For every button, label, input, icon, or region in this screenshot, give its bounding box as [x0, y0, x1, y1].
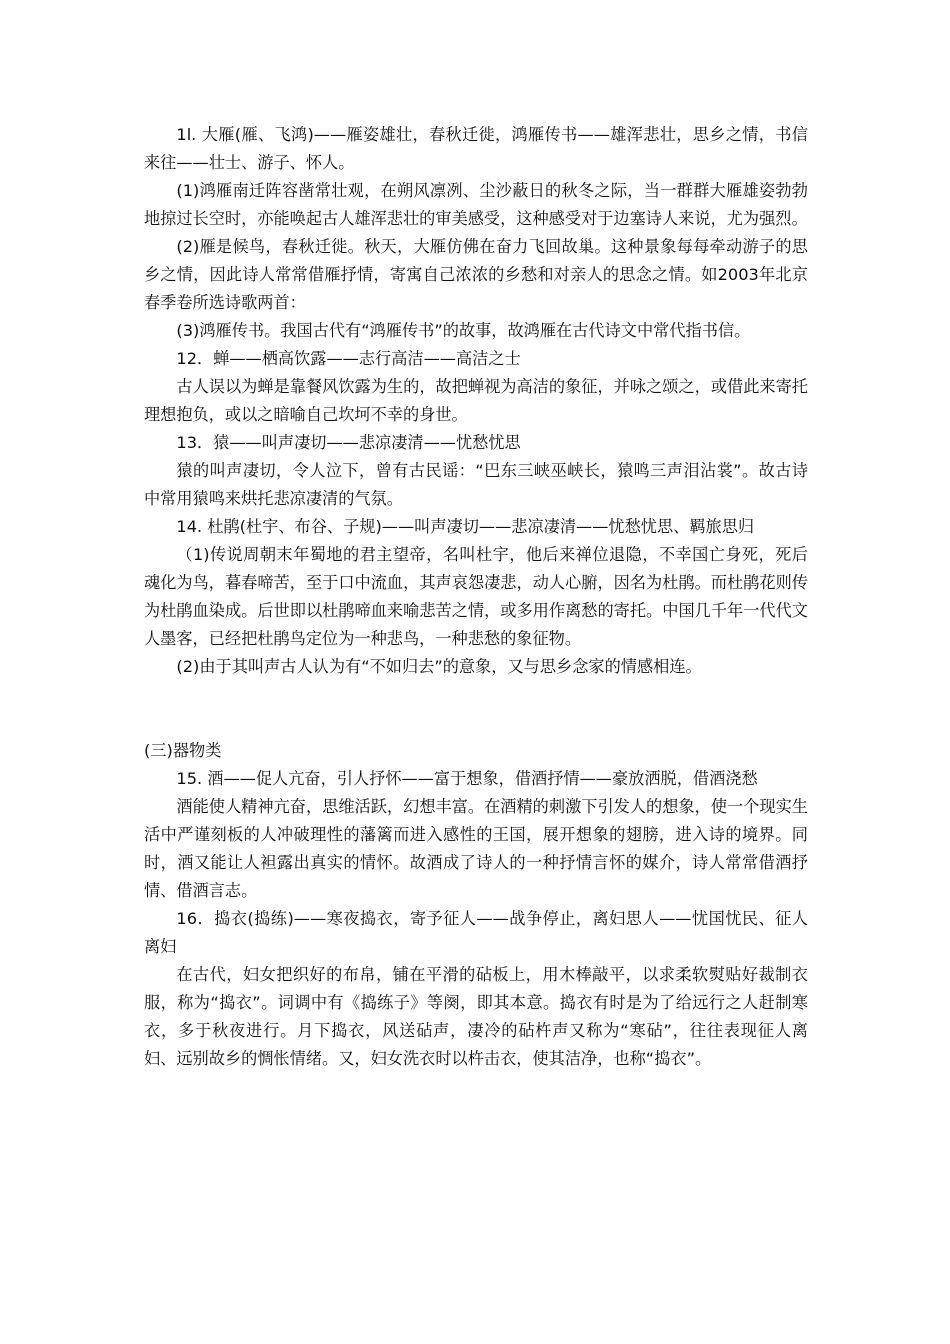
paragraph-wild-goose-1: (1)鸿雁南迁阵容凿常壮观，在朔风凛冽、尘沙蔽日的秋冬之际，当一群群大雁雄姿勃勃地掠过长空时，亦能唤起古人雄浑悲壮的审美感受，这种感受对于边塞诗人来说，尤为强烈。 [144, 181, 808, 228]
document-page [144, 121, 808, 1073]
paragraph-cuckoo-1: （1)传说周朝末年蜀地的君主望帝，名叫杜宇，他后来禅位退隐，不幸国亡身死，死后魂化为鸟，暮春啼苦，至于口中流血，其声哀怨凄悲，动人心腑，因名为杜鹃。而杜鹃花则传为杜鹃血染成。后世即以杜鹃啼血来喻悲苦之情，或多用作离愁的寄托。中国几千年一代代文人墨客，已经把杜鹃鸟定位为一种悲鸟，一种悲愁的象征物。 [144, 545, 808, 648]
paragraph-wild-goose-3: (3)鸿雁传书。我国古代有“鸿雁传书”的故事，故鸿雁在古代诗文中常代指书信。 [176, 321, 751, 340]
paragraph-cuckoo-heading: 14. 杜鹃(杜宇、布谷、子规)——叫声凄切——悲凉凄清——忧愁忧思、羁旅思归 [176, 517, 755, 536]
paragraph-ape-body: 猿的叫声凄切，令人泣下，曾有古民谣：“巴东三峡巫峡长，猿鸣三声泪沾裳”。故古诗中常用猿鸣来烘托悲凉凄清的气氛。 [144, 461, 808, 508]
section-heading: (三)器物类 [144, 741, 222, 760]
paragraph-cicada-body: 古人误以为蝉是靠餐风饮露为生的，故把蝉视为高洁的象征，并咏之颂之，或借此来寄托理想抱负，或以之暗喻自己坎坷不幸的身世。 [144, 377, 808, 424]
paragraph-ape-heading: 13．猿——叫声凄切——悲凉凄清——忧愁忧思 [176, 433, 521, 452]
paragraph-pounding-clothes-heading: 16．捣衣(捣练)——寒夜捣衣，寄予征人——战争停止，离妇思人——忧国忧民、征人离妇 [144, 909, 808, 956]
section-spacer [144, 681, 808, 737]
paragraph-wine-body: 酒能使人精神亢奋，思维活跃，幻想丰富。在酒精的刺激下引发人的想象，使一个现实生活中严谨刻板的人冲破理性的藩篱而进入感性的王国，展开想象的翅膀，进入诗的境界。同时，酒又能让人袒露出真实的情怀。故酒成了诗人的一种抒情言怀的媒介，诗人常常借酒抒情、借酒言志。 [144, 797, 808, 900]
paragraph-cicada-heading: 12．蝉——栖高饮露——志行高洁——高洁之士 [176, 349, 521, 368]
paragraph-cuckoo-2: (2)由于其叫声古人认为有“不如归去”的意象，又与思乡念家的情感相连。 [176, 657, 702, 676]
paragraph-wine-heading: 15. 酒——促人亢奋，引人抒怀——富于想象，借酒抒情——豪放洒脱，借酒浇愁 [176, 769, 758, 788]
paragraph-wild-goose-heading: 1l. 大雁(雁、飞鸿)——雁姿雄壮，春秋迁徙，鸿雁传书——雄浑悲壮，思乡之情，书信来往——壮士、游子、怀人。 [144, 125, 808, 172]
paragraph-wild-goose-2: (2)雁是候鸟，春秋迁徙。秋天，大雁仿佛在奋力飞回故巢。这种景象每每牵动游子的思乡之情，因此诗人常常借雁抒情，寄寓自己浓浓的乡愁和对亲人的思念之情。如2003年北京春季卷所选诗歌两首： [144, 237, 808, 312]
paragraph-pounding-clothes-body: 在古代，妇女把织好的布帛，铺在平滑的砧板上，用木棒敲平，以求柔软熨贴好裁制衣服，称为“捣衣”。词调中有《捣练子》等阕，即其本意。捣衣有时是为了给远行之人赶制寒衣，多于秋夜进行。月下捣衣，风送砧声，凄冷的砧杵声又称为“寒砧”，往往表现征人离妇、远别故乡的惆怅情绪。又，妇女洗衣时以杵击衣，使其洁净，也称“捣衣”。 [144, 965, 808, 1068]
